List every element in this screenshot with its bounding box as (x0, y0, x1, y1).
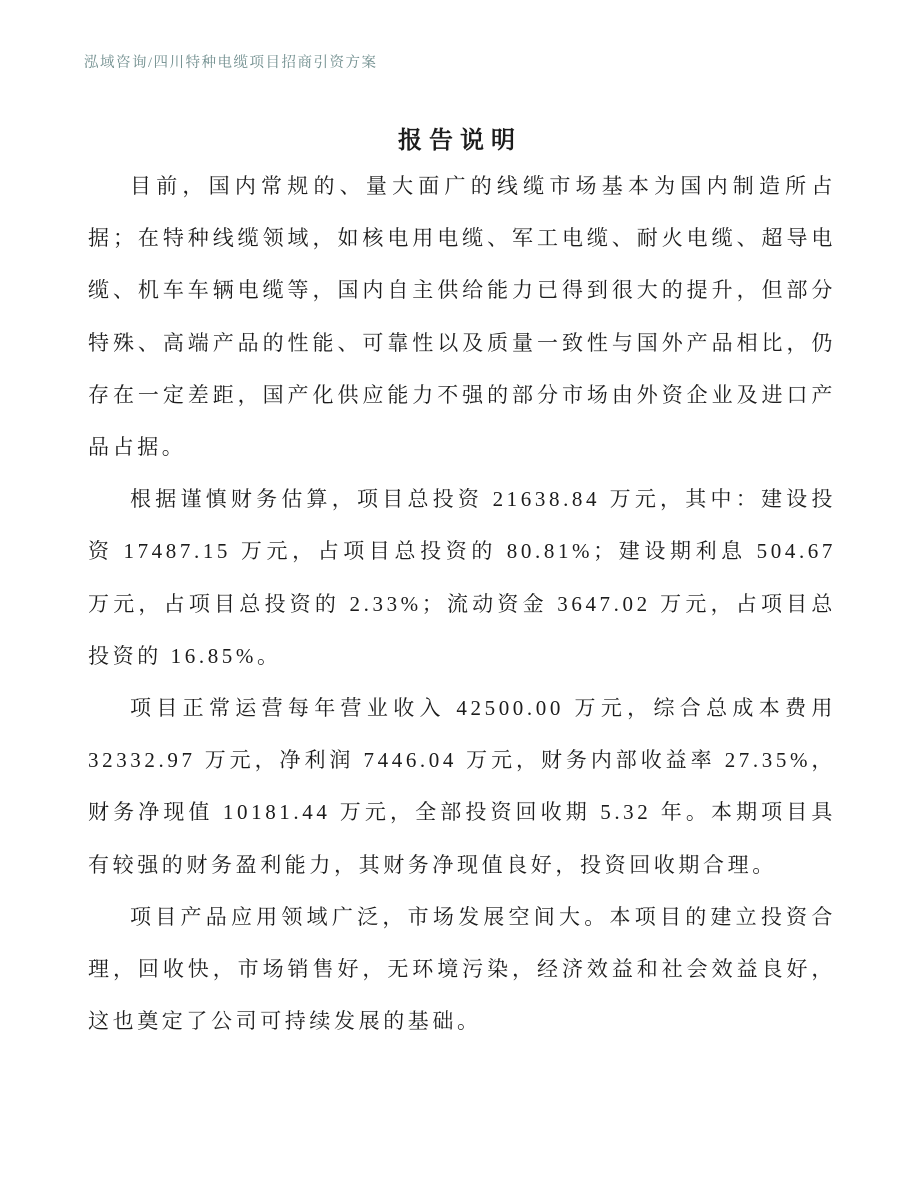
paragraph: 项目产品应用领域广泛，市场发展空间大。本项目的建立投资合理，回收快，市场销售好，无环境污染，经济效益和社会效益良好，这也奠定了公司可持续发展的基础。 (88, 904, 836, 1034)
document-body (88, 160, 836, 1047)
document-header: 泓域咨询/四川特种电缆项目招商引资方案 (84, 55, 378, 71)
paragraph: 项目正常运营每年营业收入 42500.00 万元，综合总成本费用 32332.97 万元，净利润 7446.04 万元，财务内部收益率 27.35%，财务净现值 10181.44 万元，全部投资回收期 5.32 年。本期项目具有较强的财务盈利能力，其财务净现值良好，投资回收期合理。 (88, 696, 836, 877)
paragraph: 目前，国内常规的、量大面广的线缆市场基本为国内制造所占据；在特种线缆领域，如核电用电缆、军工电缆、耐火电缆、超导电缆、机车车辆电缆等，国内自主供给能力已得到很大的提升，但部分特殊、高端产品的性能、可靠性以及质量一致性与国外产品相比，仍存在一定差距，国产化供应能力不强的部分市场由外资企业及进口产品占据。 (88, 174, 836, 460)
page-title: 报告说明 (398, 128, 522, 154)
paragraph: 根据谨慎财务估算，项目总投资 21638.84 万元，其中：建设投资 17487.15 万元，占项目总投资的 80.81%；建设期利息 504.67 万元，占项目总投资的 2.33%；流动资金 3647.02 万元，占项目总投资的 16.85%。 (88, 487, 836, 668)
